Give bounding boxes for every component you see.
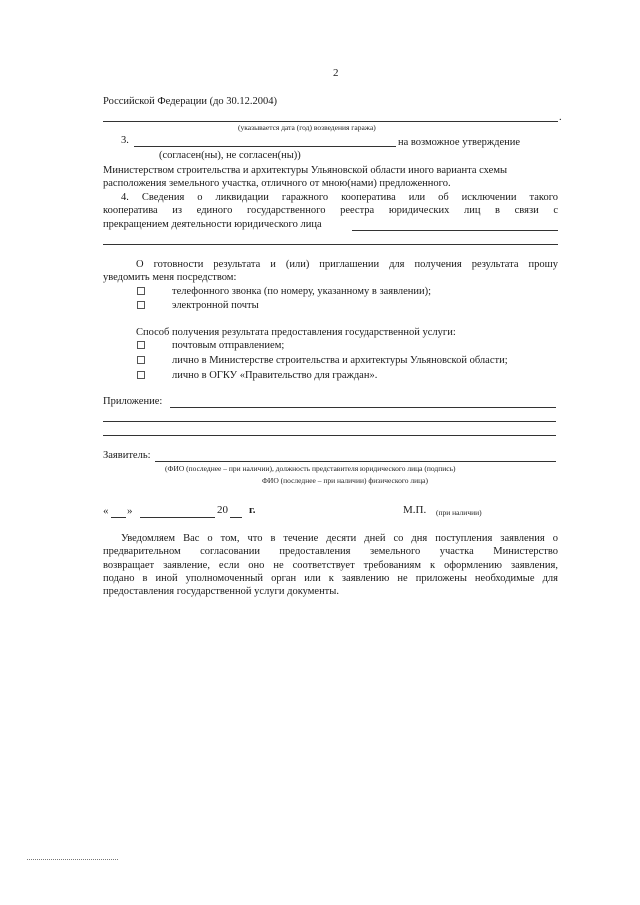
option-phone: телефонного звонка (по номеру, указанному в заявлении); (172, 286, 432, 297)
footer-dotted-line (27, 859, 118, 860)
attach-label: Приложение: (103, 396, 163, 407)
year-suffix: г. (249, 504, 256, 516)
p3-line-1: Министерством строительства и архитектуры Ульяновской области иного варианта схемы (103, 165, 508, 176)
checkbox-ministry[interactable] (137, 356, 145, 364)
p4-line-1: 4. Сведения о ликвидации гаражного кооператива или об исключении такого (121, 192, 558, 203)
ready-line-2: уведомить меня посредством: (103, 272, 237, 283)
stamp-note: (при наличии) (436, 508, 482, 517)
date-year-line[interactable] (230, 517, 242, 518)
underline-liquidation-2 (103, 244, 558, 245)
notice-line-5: предоставления государственной услуги документы. (103, 586, 339, 597)
fio-note-2: ФИО (последнее – при наличии) физического лица) (262, 476, 428, 485)
method-post: почтовым отправлением; (172, 340, 285, 351)
checkbox-ogku[interactable] (137, 371, 145, 379)
checkbox-post[interactable] (137, 341, 145, 349)
underline-year (103, 121, 558, 122)
date-month-line[interactable] (140, 517, 215, 518)
p4-line-3: прекращением деятельности юридического лица (103, 219, 322, 230)
date-day-line[interactable] (111, 517, 126, 518)
date-close-quote: » (127, 505, 133, 517)
note-year: (указывается дата (год) возведения гаража) (238, 123, 376, 132)
line-end-dot: . (559, 112, 562, 123)
checkbox-email[interactable] (137, 301, 145, 309)
item3-number: 3. (121, 135, 129, 146)
p3-line-2: расположения земельного участка, отличного от мною(нами) предложенного. (103, 178, 451, 189)
year-prefix: 20 (217, 504, 228, 516)
notice-line-3: возвращает заявление, если оно не соответствует требованиям к оформлению заявления, (103, 560, 558, 571)
option-email: электронной почты (172, 300, 259, 311)
underline-agree (134, 146, 396, 147)
notice-line-4: подано в иной уполномоченный орган или к заявлению не приложены необходимые для (103, 573, 558, 584)
notice-line-2: предварительном согласовании предоставления земельного участка Министерство (103, 546, 558, 557)
applicant-label: Заявитель: (103, 450, 151, 461)
date-open-quote: « (103, 505, 109, 517)
agree-note: (согласен(ны), не согласен(ны)) (159, 150, 301, 161)
method-ministry: лично в Министерстве строительства и архитектуры Ульяновской области; (172, 355, 508, 366)
notice-line-1: Уведомляем Вас о том, что в течение десяти дней со дня поступления заявления о (121, 533, 558, 544)
method-title: Способ получения результата предоставления государственной услуги: (136, 327, 456, 338)
stamp-mp: М.П. (403, 504, 427, 516)
applicant-line[interactable] (155, 461, 556, 462)
item3-suffix: на возможное утверждение (398, 137, 521, 148)
attach-line-3[interactable] (103, 435, 556, 436)
text-line-1: Российской Федерации (до 30.12.2004) (103, 96, 278, 107)
fio-note-1: (ФИО (последнее – при наличии), должность представителя юридического лица (подпись) (165, 464, 456, 473)
checkbox-phone[interactable] (137, 287, 145, 295)
page-number: 2 (333, 67, 339, 79)
p4-line-2: кооператива из единого государственного реестра юридических лиц в связи с (103, 205, 558, 216)
underline-liquidation-1 (352, 230, 558, 231)
attach-line-1[interactable] (170, 407, 556, 408)
attach-line-2[interactable] (103, 421, 556, 422)
ready-line-1: О готовности результата и (или) приглашении для получения результата прошу (136, 259, 558, 270)
method-ogku: лично в ОГКУ «Правительство для граждан». (172, 370, 378, 381)
